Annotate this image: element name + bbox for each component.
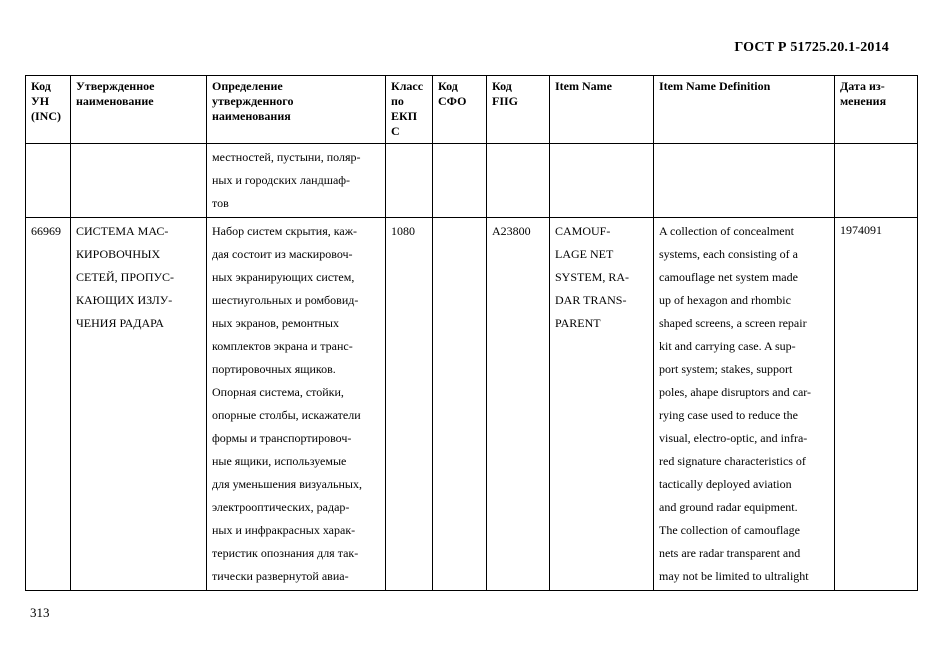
table-row: [26, 144, 918, 218]
col-header-approved-name: Утвержденное наименование: [71, 76, 207, 144]
col-header-sfo: Код СФО: [433, 76, 487, 144]
cell-inc: [26, 144, 71, 218]
cell-class: [386, 144, 433, 218]
cell-change-date: [835, 144, 918, 218]
cell-item-name-definition: [654, 144, 835, 218]
cell-fiig: A23800: [487, 218, 550, 591]
catalog-table: [25, 75, 918, 591]
col-header-class: Класс по ЕКП С: [386, 76, 433, 144]
cell-sfo: [433, 218, 487, 591]
page-number: 313: [30, 605, 50, 620]
cell-item-name-definition: A collection of concealment systems, each consisting of a camouflage net system made up of hexagon and rhombic shaped screens, a screen repair kit and carrying case. A sup- port system; stakes, support poles, ahape disruptors and car- rying case used to reduce the visual, electro-optic, and infra- red signature characteristics of tactically deployed aviation and ground radar equipment. The collection of camouflage nets are radar transparent and may not be limited to ultralight: [654, 218, 835, 591]
table-row: [26, 218, 918, 591]
col-header-item-name: Item Name: [550, 76, 654, 144]
cell-approved-name: [71, 144, 207, 218]
cell-item-name: [550, 144, 654, 218]
col-header-inc: Код УН (INC): [26, 76, 71, 144]
cell-fiig: [487, 144, 550, 218]
col-header-fiig: Код FIIG: [487, 76, 550, 144]
cell-approved-name: СИСТЕМА МАС- КИРОВОЧНЫХ СЕТЕЙ, ПРОПУС- КАЮЩИХ ИЗЛУ- ЧЕНИЯ РАДАРА: [71, 218, 207, 591]
col-header-change-date: Дата из- менения: [835, 76, 918, 144]
cell-definition: Набор систем скрытия, каж- дая состоит из маскировоч- ных экранирующих систем, шестиугольных и ромбовид- ных экранов, ремонтных комплектов экрана и транс- портировочных ящиков. Опорная система, стойки, опорные столбы, искажатели формы и транспортировоч- ные ящики, используемые для уменьшения визуальных, электрооптических, радар- ных и инфракрасных харак- теристик опознания для так- тически развернутой авиа-: [207, 218, 386, 591]
cell-definition: местностей, пустыни, поляр- ных и городских ландшаф- тов: [207, 144, 386, 218]
cell-change-date: 1974091: [835, 218, 918, 591]
col-header-definition: Определение утвержденного наименования: [207, 76, 386, 144]
header-row: [26, 76, 918, 144]
col-header-item-name-definition: Item Name Definition: [654, 76, 835, 144]
cell-sfo: [433, 144, 487, 218]
cell-inc: 66969: [26, 218, 71, 591]
cell-class: 1080: [386, 218, 433, 591]
document-code: ГОСТ Р 51725.20.1-2014: [734, 40, 889, 55]
cell-item-name: CAMOUF- LAGE NET SYSTEM, RA- DAR TRANS- PARENT: [550, 218, 654, 591]
